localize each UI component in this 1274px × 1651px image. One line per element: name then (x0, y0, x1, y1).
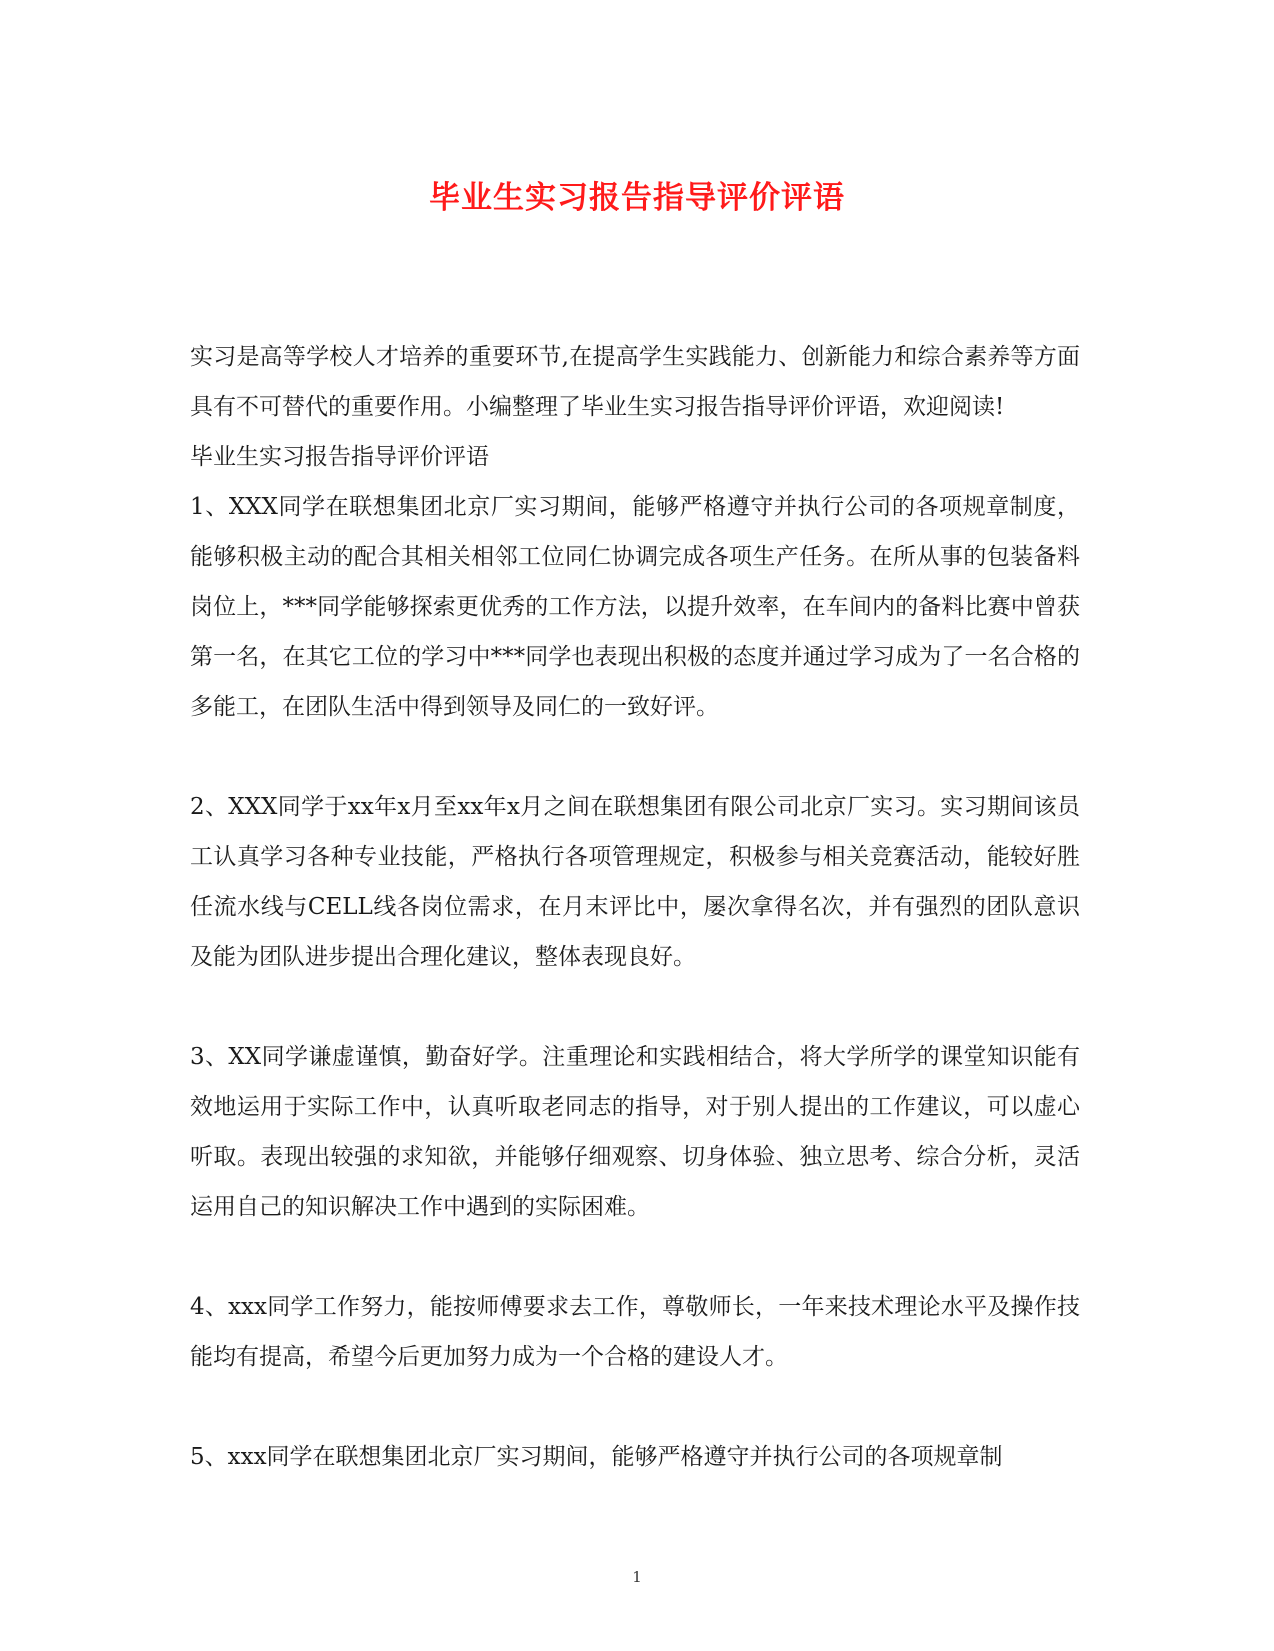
page-number: 1 (632, 1568, 642, 1586)
comment-item-2: 2、XXX同学于xx年x月至xx年x月之间在联想集团有限公司北京厂实习。实习期间该员工认真学习各种专业技能，严格执行各项管理规定，积极参与相关竞赛活动，能较好胜任流水线与CELL线各岗位需求，在月末评比中，屡次拿得名次，并有强烈的团队意识及能为团队进步提出合理化建议，整体表现良好。 (190, 794, 1080, 970)
page-title: 毕业生实习报告指导评价评语 (429, 180, 845, 216)
comment-item-5: 5、xxx同学在联想集团北京厂实习期间，能够严格遵守并执行公司的各项规章制 (190, 1444, 1003, 1470)
intro-paragraph: 实习是高等学校人才培养的重要环节,在提高学生实践能力、创新能力和综合素养等方面具有不可替代的重要作用。小编整理了毕业生实习报告指导评价评语，欢迎阅读! (190, 344, 1080, 420)
comment-item-3: 3、XX同学谦虚谨慎，勤奋好学。注重理论和实践相结合，将大学所学的课堂知识能有效地运用于实际工作中，认真听取老同志的指导，对于别人提出的工作建议，可以虚心听取。表现出较强的求知欲，并能够仔细观察、切身体验、独立思考、综合分析，灵活运用自己的知识解决工作中遇到的实际困难。 (190, 1044, 1080, 1220)
document-body (190, 332, 1080, 1482)
section-subtitle: 毕业生实习报告指导评价评语 (190, 444, 489, 470)
comment-item-1: 1、XXX同学在联想集团北京厂实习期间，能够严格遵守并执行公司的各项规章制度，能够积极主动的配合其相关相邻工位同仁协调完成各项生产任务。在所从事的包装备料岗位上，***同学能够探索更优秀的工作方法，以提升效率，在车间内的备料比赛中曾获第一名，在其它工位的学习中***同学也表现出积极的态度并通过学习成为了一名合格的多能工，在团队生活中得到领导及同仁的一致好评。 (190, 494, 1080, 720)
comment-item-4: 4、xxx同学工作努力，能按师傅要求去工作，尊敬师长，一年来技术理论水平及操作技能均有提高，希望今后更加努力成为一个合格的建设人才。 (190, 1294, 1080, 1370)
